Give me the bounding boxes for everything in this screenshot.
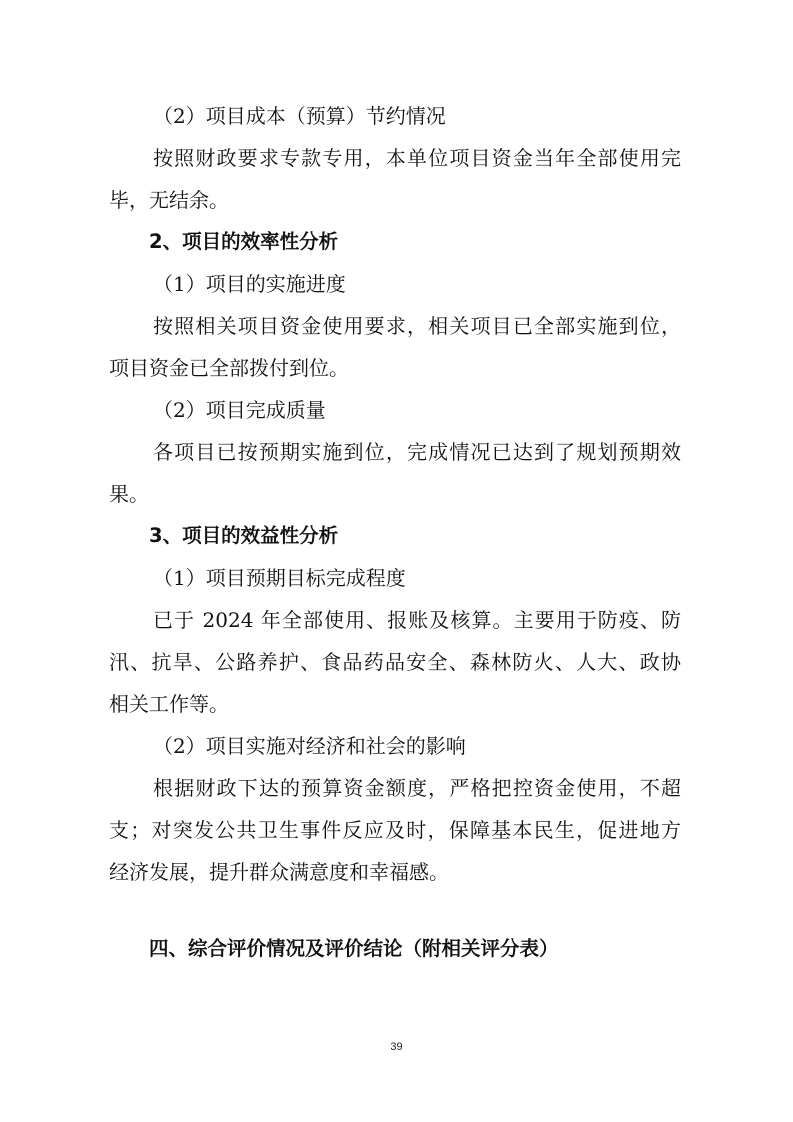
section-heading-conclusion: 四、综合评价情况及评价结论（附相关评分表）	[149, 937, 559, 960]
paragraph-line: 按照相关项目资金使用要求，相关项目已全部实施到位，	[153, 314, 681, 338]
section-heading-efficiency: 2、项目的效率性分析	[149, 230, 339, 253]
subheading-quality: （2）项目完成质量	[153, 398, 326, 422]
subheading-progress: （1）项目的实施进度	[153, 272, 346, 296]
paragraph-line: 已于 2024 年全部使用、报账及核算。主要用于防疫、防	[153, 608, 681, 632]
paragraph-line: 汛、抗旱、公路养护、食品药品安全、森林防火、人大、政协	[109, 650, 681, 674]
paragraph-line: 支；对突发公共卫生事件反应及时，保障基本民生，促进地方	[109, 818, 681, 842]
section-heading-benefit: 3、项目的效益性分析	[149, 524, 339, 547]
paragraph-line: 根据财政下达的预算资金额度，严格把控资金使用，不超	[153, 776, 681, 800]
paragraph-line: 项目资金已全部拨付到位。	[109, 356, 349, 380]
paragraph-line: 经济发展，提升群众满意度和幸福感。	[109, 860, 449, 884]
subheading-impact: （2）项目实施对经济和社会的影响	[153, 734, 466, 758]
paragraph-line: 果。	[109, 482, 149, 506]
subheading-cost-saving: （2）项目成本（预算）节约情况	[153, 104, 446, 128]
paragraph-line: 相关工作等。	[109, 692, 229, 716]
page-number: 39	[390, 1041, 403, 1053]
paragraph-line: 各项目已按预期实施到位，完成情况已达到了规划预期效	[153, 440, 681, 464]
subheading-target-completion: （1）项目预期目标完成程度	[153, 566, 406, 590]
paragraph-line: 毕，无结余。	[109, 188, 229, 212]
paragraph-line: 按照财政要求专款专用，本单位项目资金当年全部使用完	[153, 146, 681, 170]
